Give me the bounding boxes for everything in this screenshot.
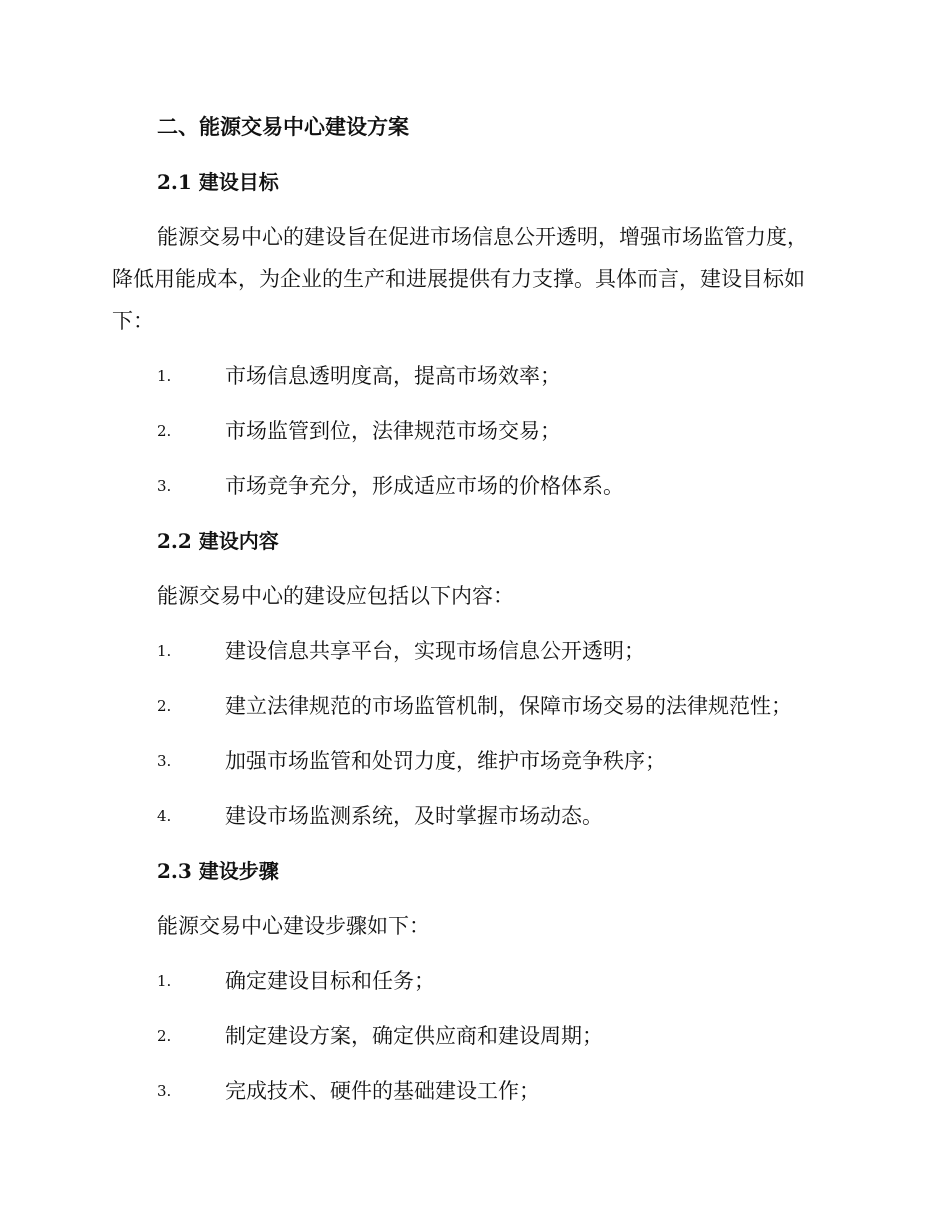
section-heading: 二、能源交易中心建设方案 [157, 114, 409, 139]
list-item: 完成技术、硬件的基础建设工作； [225, 1079, 540, 1103]
list-item-number: 1. [157, 367, 172, 385]
list-item-number: 2. [157, 422, 172, 440]
list-item-number: 1. [157, 642, 172, 660]
subsection-title-2-1: 2.1 建设目标 [157, 170, 279, 194]
paragraph-line: 下： [112, 309, 154, 333]
list-item: 制定建设方案，确定供应商和建设周期； [225, 1024, 603, 1048]
list-item: 建设市场监测系统，及时掌握市场动态。 [225, 804, 603, 828]
list-item: 建立法律规范的市场监管机制，保障市场交易的法律规范性； [225, 694, 792, 718]
list-item-number: 2. [157, 697, 172, 715]
list-item: 市场信息透明度高，提高市场效率； [225, 364, 561, 388]
paragraph-line: 降低用能成本，为企业的生产和进展提供有力支撑。具体而言，建设目标如 [112, 267, 805, 291]
subsection-title-2-3: 2.3 建设步骤 [157, 859, 279, 883]
list-item: 市场竞争充分，形成适应市场的价格体系。 [225, 474, 624, 498]
paragraph-line: 能源交易中心的建设应包括以下内容： [157, 584, 514, 608]
paragraph-line: 能源交易中心建设步骤如下： [157, 914, 430, 938]
list-item-number: 3. [157, 1082, 172, 1100]
list-item-number: 4. [157, 807, 172, 825]
list-item-number: 3. [157, 752, 172, 770]
list-item: 加强市场监管和处罚力度，维护市场竞争秩序； [225, 749, 666, 773]
list-item: 确定建设目标和任务； [225, 969, 435, 993]
list-item-number: 3. [157, 477, 172, 495]
list-item: 建设信息共享平台，实现市场信息公开透明； [225, 639, 645, 663]
list-item-number: 1. [157, 972, 172, 990]
paragraph-line: 能源交易中心的建设旨在促进市场信息公开透明，增强市场监管力度， [157, 225, 808, 249]
list-item: 市场监管到位，法律规范市场交易； [225, 419, 561, 443]
list-item-number: 2. [157, 1027, 172, 1045]
subsection-title-2-2: 2.2 建设内容 [157, 529, 279, 553]
